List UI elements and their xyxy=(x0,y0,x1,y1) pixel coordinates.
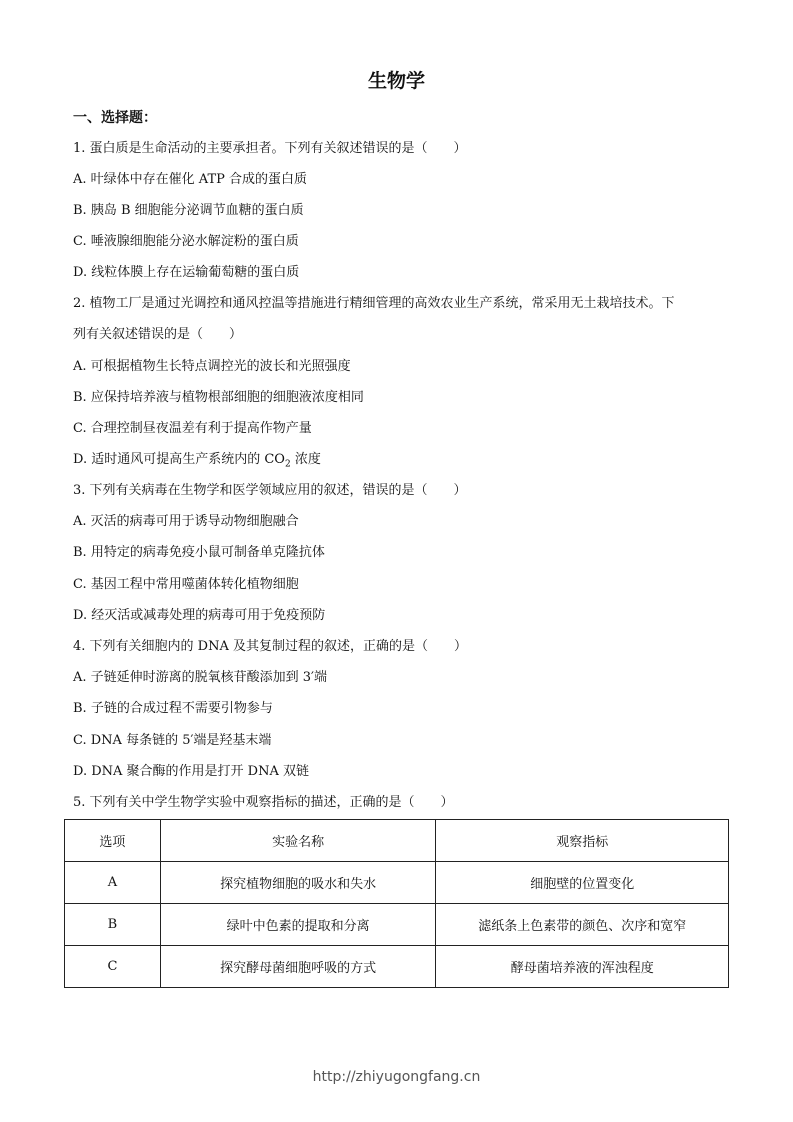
question-1-option-a: A. 叶绿体中存在催化 ATP 合成的蛋白质 xyxy=(73,172,308,187)
co2-subscript: 2 xyxy=(284,459,291,470)
question-2-stem-line-2: 列有关叙述错误的是（ ） xyxy=(73,327,243,342)
question-4-option-d: D. DNA 聚合酶的作用是打开 DNA 双链 xyxy=(73,764,309,779)
question-3-option-b: B. 用特定的病毒免疫小鼠可制备单克隆抗体 xyxy=(73,545,325,560)
question-2-option-c: C. 合理控制昼夜温差有利于提高作物产量 xyxy=(73,421,312,436)
question-3-option-d: D. 经灭活或减毒处理的病毒可用于免疫预防 xyxy=(73,608,326,623)
section-heading: 一、选择题： xyxy=(73,110,157,126)
table-row xyxy=(65,904,729,946)
page-title: 生物学 xyxy=(367,70,425,92)
question-4-option-c: C. DNA 每条链的 5′端是羟基末端 xyxy=(73,733,272,748)
table-cell: 探究植物细胞的吸水和失水 xyxy=(160,862,436,904)
question-1-option-d: D. 线粒体膜上存在运输葡萄糖的蛋白质 xyxy=(73,265,300,280)
question-2-option-b: B. 应保持培养液与植物根部细胞的细胞液浓度相同 xyxy=(73,390,364,405)
question-4-option-a: A. 子链延伸时游离的脱氧核苷酸添加到 3′端 xyxy=(73,670,328,685)
question-3-stem: 3. 下列有关病毒在生物学和医学领域应用的叙述，错误的是（ ） xyxy=(73,483,467,498)
table-cell: 滤纸条上色素带的颜色、次序和宽窄 xyxy=(436,904,729,946)
table-cell: B xyxy=(65,904,161,946)
table-header-cell: 实验名称 xyxy=(160,820,436,862)
experiment-table xyxy=(64,819,729,988)
table-cell: 酵母菌培养液的浑浊程度 xyxy=(436,946,729,988)
question-1-option-b: B. 胰岛 B 细胞能分泌调节血糖的蛋白质 xyxy=(73,203,304,218)
table-cell: A xyxy=(65,862,161,904)
table-row xyxy=(65,862,729,904)
question-2-stem-line-1: 2. 植物工厂是通过光调控和通风控温等措施进行精细管理的高效农业生产系统，常采用无土栽培技术。下 xyxy=(73,296,675,311)
table-cell: C xyxy=(65,946,161,988)
question-5-stem: 5. 下列有关中学生物学实验中观察指标的描述，正确的是（ ） xyxy=(73,795,454,810)
table-header-row xyxy=(65,820,729,862)
question-4-stem: 4. 下列有关细胞内的 DNA 及其复制过程的叙述，正确的是（ ） xyxy=(73,639,467,654)
table-cell: 绿叶中色素的提取和分离 xyxy=(160,904,436,946)
question-4-option-b: B. 子链的合成过程不需要引物参与 xyxy=(73,701,273,716)
question-2-option-d-text: D. 适时通风可提高生产系统内的 CO xyxy=(73,452,285,467)
question-3-option-c: C. 基因工程中常用噬菌体转化植物细胞 xyxy=(73,577,299,592)
question-2-option-a: A. 可根据植物生长特点调控光的波长和光照强度 xyxy=(73,359,351,374)
question-2-option-d xyxy=(73,449,321,471)
question-1-option-c: C. 唾液腺细胞能分泌水解淀粉的蛋白质 xyxy=(73,234,299,249)
table-header-cell: 观察指标 xyxy=(436,820,729,862)
footer-url: http://zhiyugongfang.cn xyxy=(312,1069,481,1085)
question-2-option-d-tail: 浓度 xyxy=(290,452,321,467)
table-cell: 细胞壁的位置变化 xyxy=(436,862,729,904)
table-header-cell: 选项 xyxy=(65,820,161,862)
question-1-stem: 1. 蛋白质是生命活动的主要承担者。下列有关叙述错误的是（ ） xyxy=(73,141,467,156)
table-cell: 探究酵母菌细胞呼吸的方式 xyxy=(160,946,436,988)
question-3-option-a: A. 灭活的病毒可用于诱导动物细胞融合 xyxy=(73,514,299,529)
table-row xyxy=(65,946,729,988)
